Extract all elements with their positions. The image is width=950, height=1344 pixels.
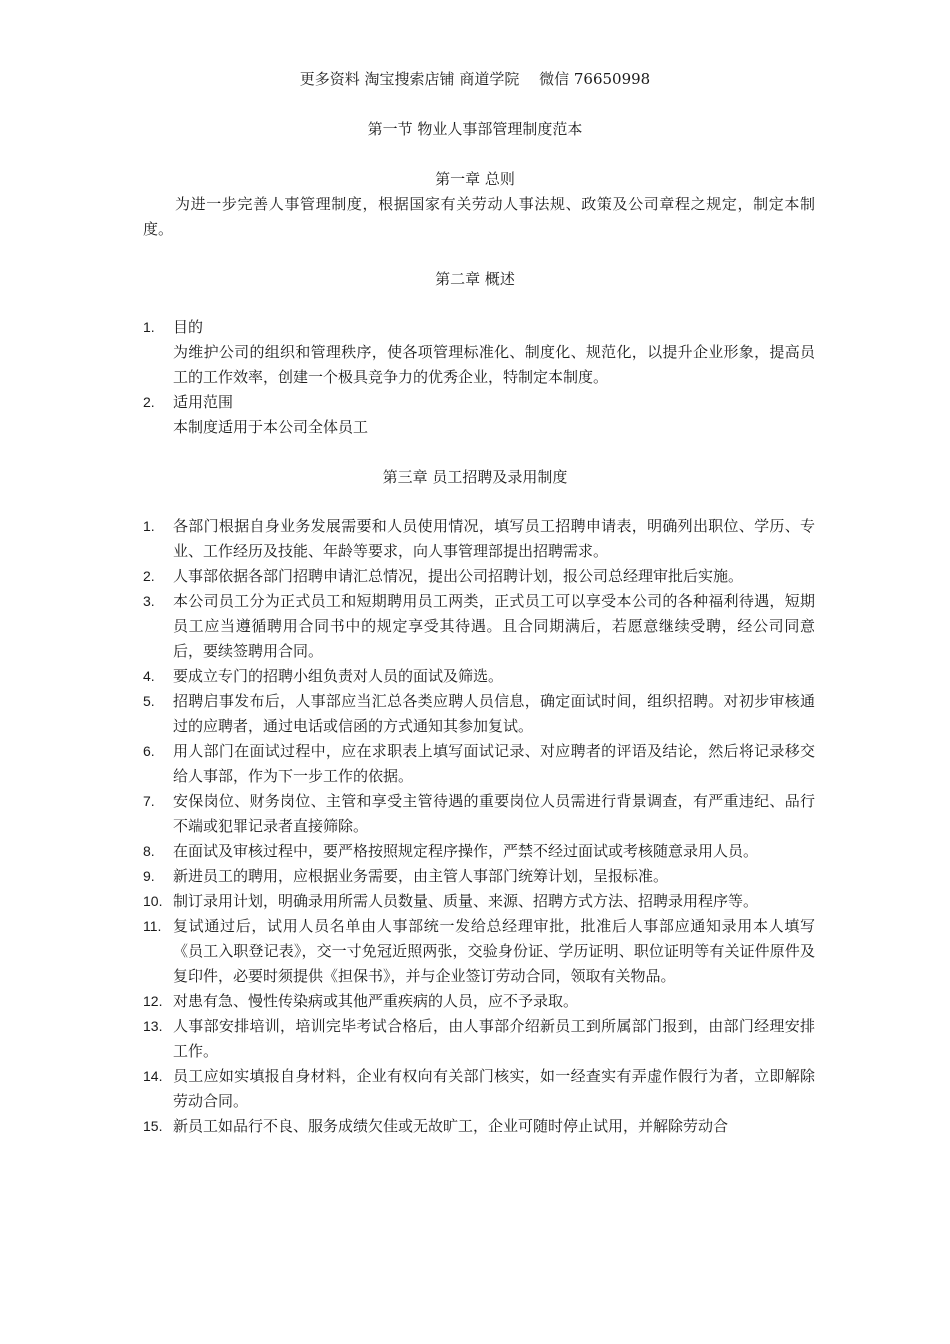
list-item-text: 复试通过后，试用人员名单由人事部统一发给总经理审批，批准后人事部应通知录用本人填写《员工入职登记表》，交一寸免冠近照两张，交验身份证、学历证明、职位证明等有关证件原件及复印件，必要时须提供《担保书》，并与企业签订劳动合同，领取有关物品。 <box>173 917 815 985</box>
list-item-text: 人事部安排培训，培训完毕考试合格后，由人事部介绍新员工到所属部门报到，由部门经理安排工作。 <box>173 1017 815 1060</box>
list-item <box>143 390 815 440</box>
list-item-number: 15. <box>143 1118 163 1134</box>
list-item-text: 新员工如品行不良、服务成绩欠佳或无故旷工，企业可随时停止试用，并解除劳动合 <box>173 1117 729 1135</box>
chapter-3-heading: 第三章 员工招聘及录用制度 <box>382 468 568 486</box>
list-item-title: 适用范围 <box>173 393 234 411</box>
list-item <box>143 864 815 889</box>
list-item-number: 6. <box>143 743 155 759</box>
list-item <box>143 914 815 989</box>
promo-header: 更多资料 淘宝搜索店铺 商道学院 微信 76650998 <box>299 70 651 88</box>
chapter-3-list <box>143 514 815 1139</box>
list-item-text: 制订录用计划，明确录用所需人员数量、质量、来源、招聘方式方法、招聘录用程序等。 <box>173 892 759 910</box>
list-item <box>143 315 815 390</box>
chapter-2-heading: 第二章 概述 <box>435 270 515 288</box>
chapter-1-heading: 第一章 总则 <box>435 170 515 188</box>
list-item <box>143 739 815 789</box>
list-item-text: 招聘启事发布后，人事部应当汇总各类应聘人员信息，确定面试时间，组织招聘。对初步审核通过的应聘者，通过电话或信函的方式通知其参加复试。 <box>173 692 815 735</box>
list-item-number: 3. <box>143 593 155 609</box>
list-item-text: 要成立专门的招聘小组负责对人员的面试及筛选。 <box>173 667 504 685</box>
list-item-number: 8. <box>143 843 155 859</box>
list-item-number: 14. <box>143 1068 163 1084</box>
list-item-text: 用人部门在面试过程中，应在求职表上填写面试记录、对应聘者的评语及结论，然后将记录移交给人事部，作为下一步工作的依据。 <box>173 742 815 785</box>
section-title: 第一节 物业人事部管理制度范本 <box>367 120 583 138</box>
list-item <box>143 989 815 1014</box>
list-item-text: 员工应如实填报自身材料，企业有权向有关部门核实，如一经查实有弄虚作假行为者，立即解除劳动合同。 <box>173 1067 815 1110</box>
list-item <box>143 1114 815 1139</box>
list-item-number: 10. <box>143 893 163 909</box>
list-item-number: 5. <box>143 693 155 709</box>
list-item-text: 新进员工的聘用，应根据业务需要，由主管人事部门统筹计划，呈报标准。 <box>173 867 669 885</box>
list-item-text: 各部门根据自身业务发展需要和人员使用情况，填写员工招聘申请表，明确列出职位、学历、专业、工作经历及技能、年龄等要求，向人事管理部提出招聘需求。 <box>173 517 815 560</box>
list-item <box>143 1014 815 1064</box>
list-item-number: 2. <box>143 394 155 410</box>
list-item <box>143 839 815 864</box>
list-item <box>143 514 815 564</box>
list-item-number: 12. <box>143 993 163 1009</box>
list-item-text: 人事部依据各部门招聘申请汇总情况，提出公司招聘计划，报公司总经理审批后实施。 <box>173 567 744 585</box>
list-item <box>143 589 815 664</box>
chapter-1-paragraph: 为进一步完善人事管理制度，根据国家有关劳动人事法规、政策及公司章程之规定，制定本制度。 <box>143 195 815 238</box>
list-item-number: 11. <box>143 918 162 934</box>
list-item-text: 本公司员工分为正式员工和短期聘用员工两类，正式员工可以享受本公司的各种福利待遇，短期员工应当遵循聘用合同书中的规定享受其待遇。且合同期满后，若愿意继续受聘，经公司同意后，要续签聘用合同。 <box>173 592 815 660</box>
list-item <box>143 564 815 589</box>
list-item-body: 本制度适用于本公司全体员工 <box>173 418 369 436</box>
list-item <box>143 664 815 689</box>
list-item <box>143 889 815 914</box>
list-item <box>143 789 815 839</box>
list-item <box>143 689 815 739</box>
list-item-body: 为维护公司的组织和管理秩序，使各项管理标准化、制度化、规范化，以提升企业形象，提高员工的工作效率，创建一个极具竞争力的优秀企业，特制定本制度。 <box>173 343 815 386</box>
list-item-text: 在面试及审核过程中，要严格按照规定程序操作，严禁不经过面试或考核随意录用人员。 <box>173 842 759 860</box>
list-item-number: 7. <box>143 793 155 809</box>
list-item-title: 目的 <box>173 318 204 336</box>
list-item-number: 2. <box>143 568 155 584</box>
list-item <box>143 1064 815 1114</box>
list-item-text: 安保岗位、财务岗位、主管和享受主管待遇的重要岗位人员需进行背景调查，有严重违纪、品行不端或犯罪记录者直接筛除。 <box>173 792 815 835</box>
list-item-number: 9. <box>143 868 155 884</box>
list-item-number: 1. <box>143 319 155 335</box>
chapter-2-list <box>143 315 815 440</box>
list-item-text: 对患有急、慢性传染病或其他严重疾病的人员，应不予录取。 <box>173 992 579 1010</box>
list-item-number: 13. <box>143 1018 163 1034</box>
list-item-number: 1. <box>143 518 155 534</box>
list-item-number: 4. <box>143 668 155 684</box>
